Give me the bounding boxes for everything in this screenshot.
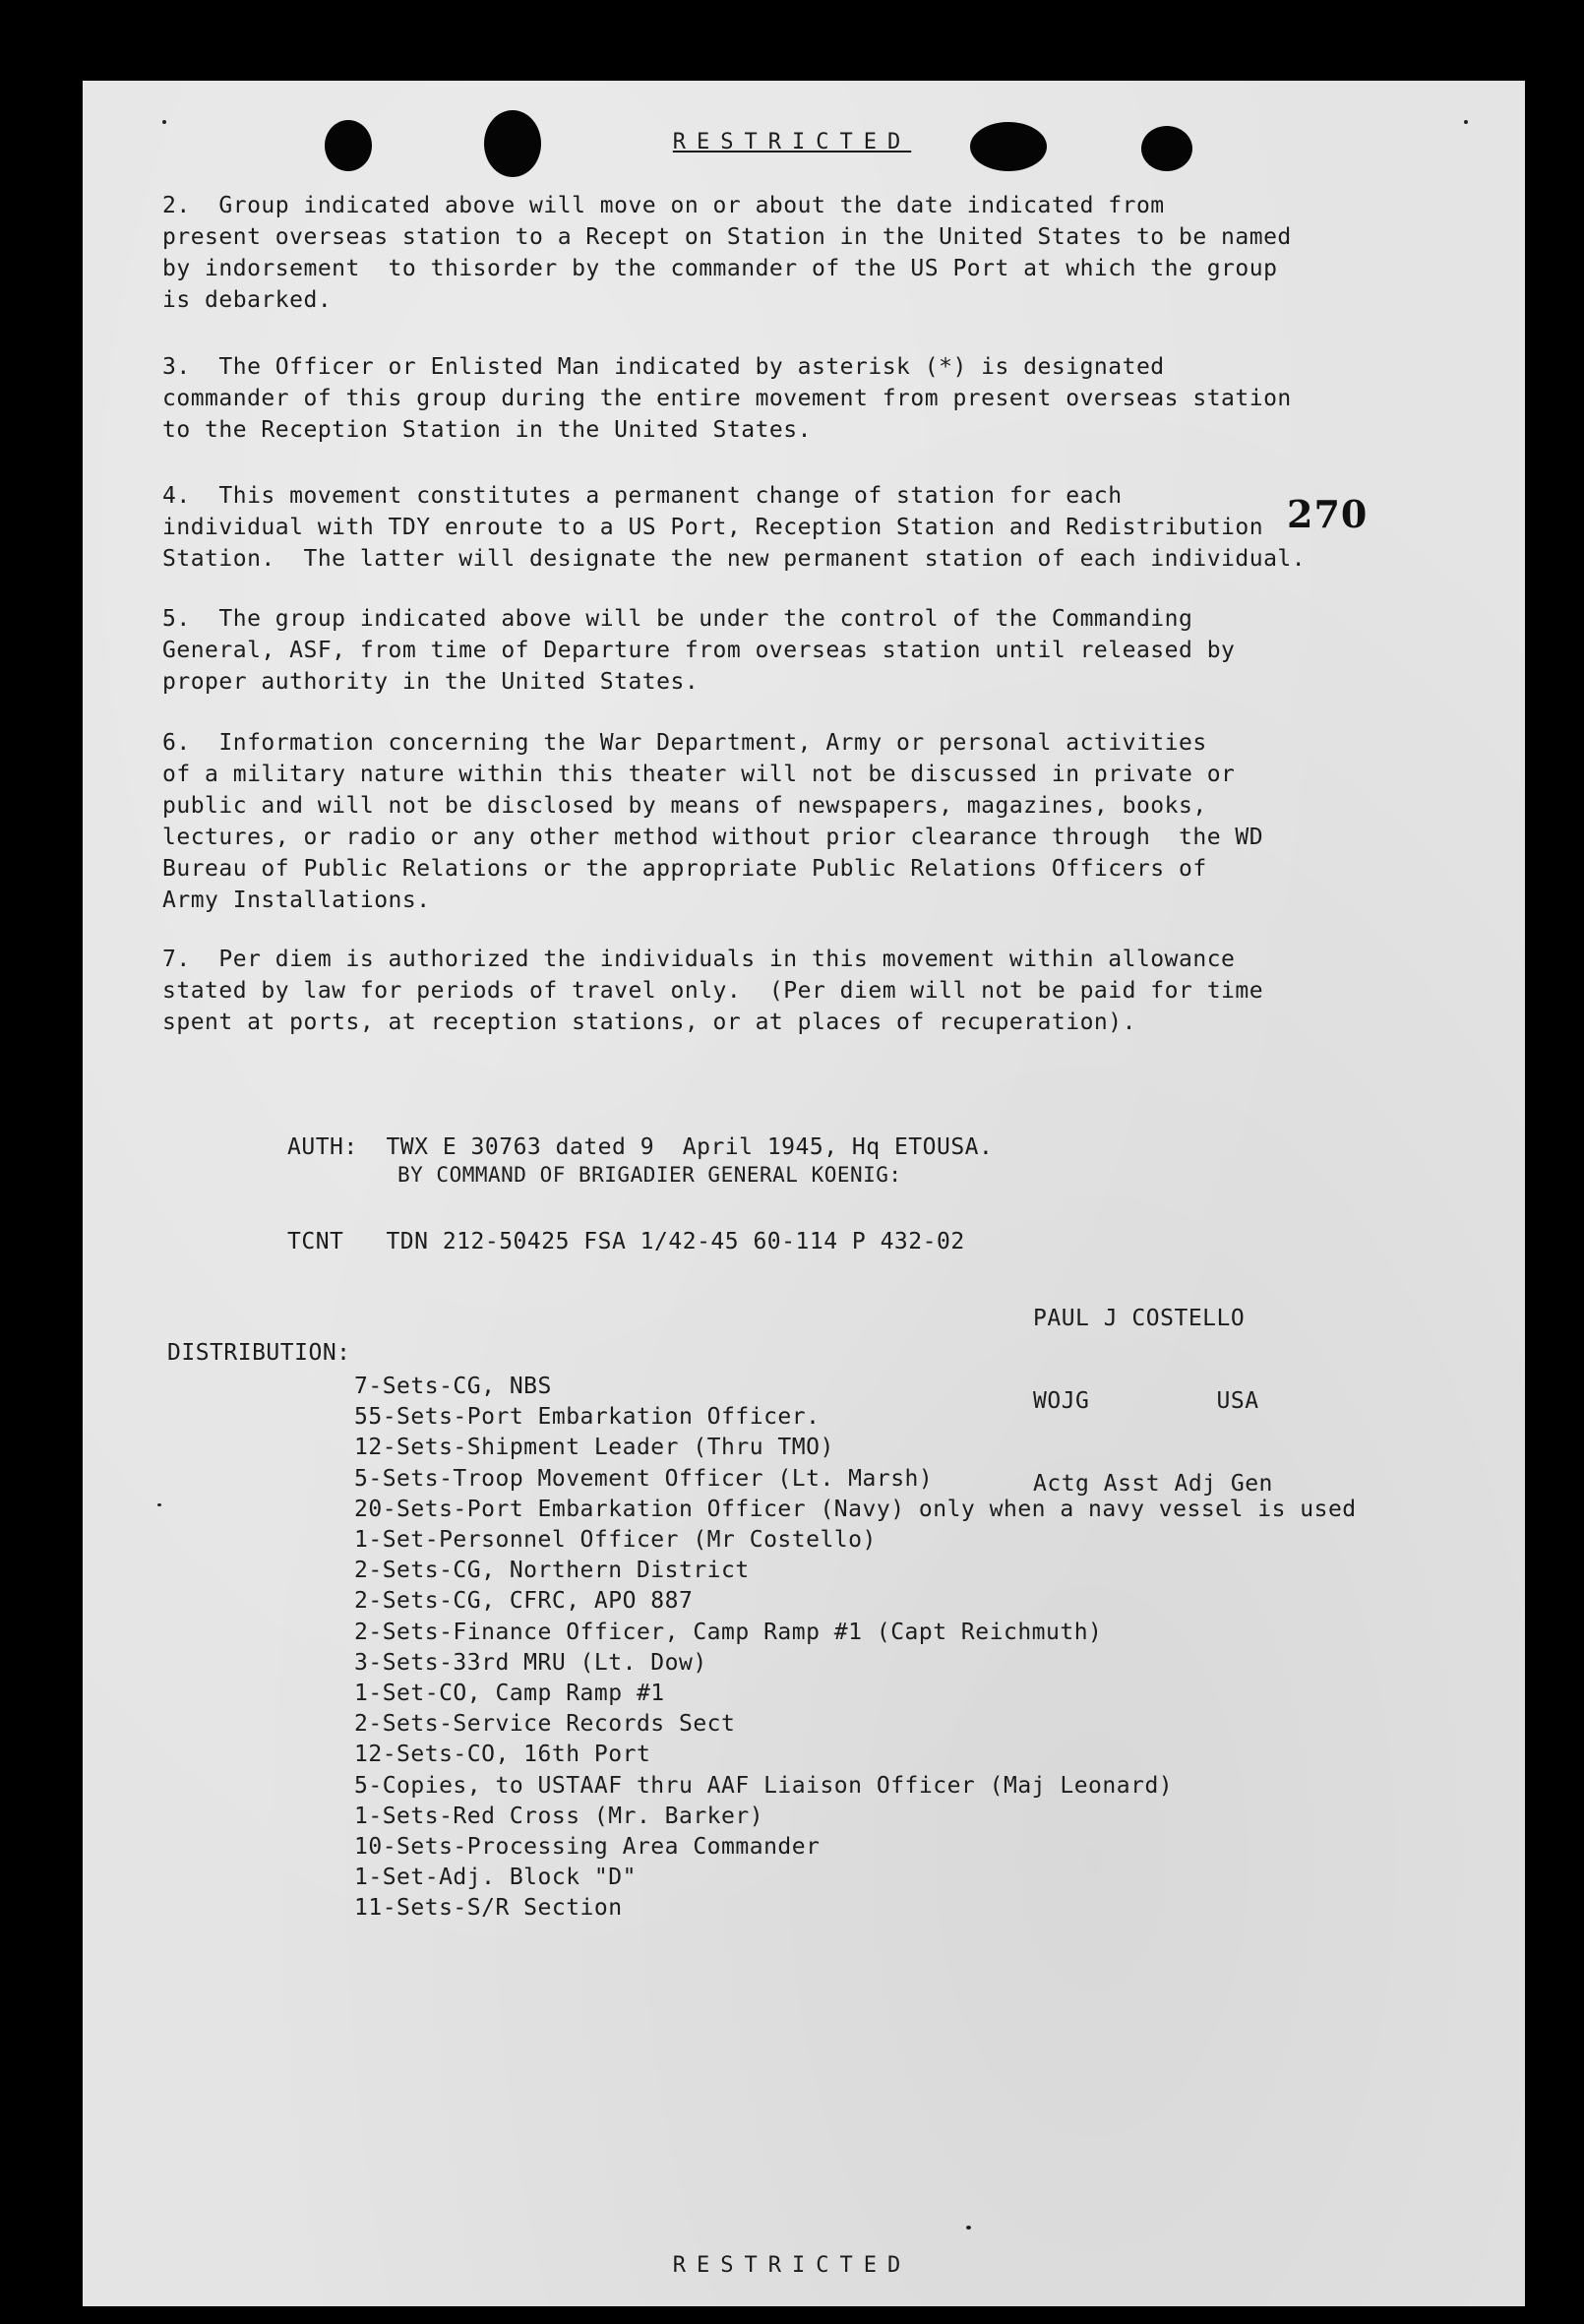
tcnt-label: TCNT — [287, 1229, 344, 1254]
tcnt-line — [287, 1226, 993, 1257]
signer-title: Actg Asst Adj Gen — [1033, 1471, 1273, 1497]
restricted-footer: RESTRICTED — [672, 2253, 912, 2278]
paragraph-7: 7. Per diem is authorized the individuals in this movement within allowance stated by law for periods of travel only. (Per diem will not be paid for time spent at ports, at reception stations, or at places of recuperation). — [162, 947, 1264, 1035]
list-item: 5-Copies, to USTAAF thru AAF Liaison Officer (Maj Leonard) — [354, 1772, 1174, 1799]
distribution-label: DISTRIBUTION: — [167, 1340, 351, 1366]
list-item: 55-Sets-Port Embarkation Officer. — [354, 1404, 821, 1431]
list-item: 5-Sets-Troop Movement Officer (Lt. Marsh) — [354, 1465, 934, 1492]
list-item: 1-Set-Adj. Block "D" — [354, 1865, 637, 1891]
list-item: 12-Sets-Shipment Leader (Thru TMO) — [354, 1435, 834, 1461]
auth-label: AUTH: — [287, 1134, 358, 1160]
list-item: 1-Sets-Red Cross (Mr. Barker) — [354, 1803, 764, 1829]
list-item: 1-Set-CO, Camp Ramp #1 — [354, 1681, 665, 1707]
distribution-list — [354, 1372, 1357, 1925]
list-item: 20-Sets-Port Embarkation Officer (Navy) only when a navy vessel is used — [354, 1496, 1357, 1522]
scan-speck — [162, 120, 166, 124]
tcnt-value: TDN 212-50425 FSA 1/42-45 60-114 P 432-02 — [386, 1229, 965, 1254]
auth-line — [287, 1131, 993, 1163]
page-number-stamp: 270 — [1287, 492, 1369, 536]
signer-rank: WOJG USA — [1033, 1388, 1259, 1414]
list-item: 10-Sets-Processing Area Commander — [354, 1834, 821, 1861]
list-item: 2-Sets-Service Records Sect — [354, 1711, 736, 1738]
signer-name: PAUL J COSTELLO — [1033, 1306, 1246, 1331]
list-item: 3-Sets-33rd MRU (Lt. Dow) — [354, 1649, 707, 1676]
scan-speck — [157, 1503, 161, 1506]
list-item: 11-Sets-S/R Section — [354, 1895, 623, 1922]
command-line: BY COMMAND OF BRIGADIER GENERAL KOENIG: — [397, 1163, 902, 1187]
list-item: 2-Sets-Finance Officer, Camp Ramp #1 (Capt Reichmuth) — [354, 1619, 1103, 1645]
scan-speck — [966, 2226, 971, 2230]
paragraph-4: 4. This movement constitutes a permanent change of station for each individual with TDY enroute to a US Port, Reception Station and Redistribution Station. The latter will designate the new permanent station of each individual. — [162, 483, 1307, 572]
auth-value: TWX E 30763 dated 9 April 1945, Hq ETOUSA. — [386, 1134, 994, 1160]
paragraph-2: 2. Group indicated above will move on or about the date indicated from present overseas station to a Recept on Station in the United States to be named by indorsement to thisorder by the commander of the US Port at which the group is debarked. — [162, 193, 1292, 313]
list-item: 2-Sets-CG, CFRC, APO 887 — [354, 1588, 694, 1615]
list-item: 1-Set-Personnel Officer (Mr Costello) — [354, 1527, 877, 1554]
restricted-header: RESTRICTED — [672, 130, 912, 154]
list-item: 2-Sets-CG, Northern District — [354, 1558, 750, 1584]
scan-speck — [1464, 120, 1468, 124]
list-item: 7-Sets-CG, NBS — [354, 1374, 552, 1399]
paragraph-5: 5. The group indicated above will be under the control of the Commanding General, ASF, from time of Departure from overseas station until released by proper authority in the United States. — [162, 606, 1236, 695]
authority-block — [287, 1069, 993, 1320]
paragraph-6: 6. Information concerning the War Department, Army or personal activities of a military nature within this theater will not be discussed in private or public and will not be disclosed by means of newspapers, magazines, books, lectures, or radio or any other method without prior clearance through the WD Bureau of Public Relations or the appropriate Public Relations Officers of Army Installations. — [162, 730, 1264, 913]
list-item: 12-Sets-CO, 16th Port — [354, 1742, 651, 1768]
paragraph-3: 3. The Officer or Enlisted Man indicated by asterisk (*) is designated commander of this group during the entire movement from present overseas station to the Reception Station in the United States. — [162, 354, 1292, 443]
